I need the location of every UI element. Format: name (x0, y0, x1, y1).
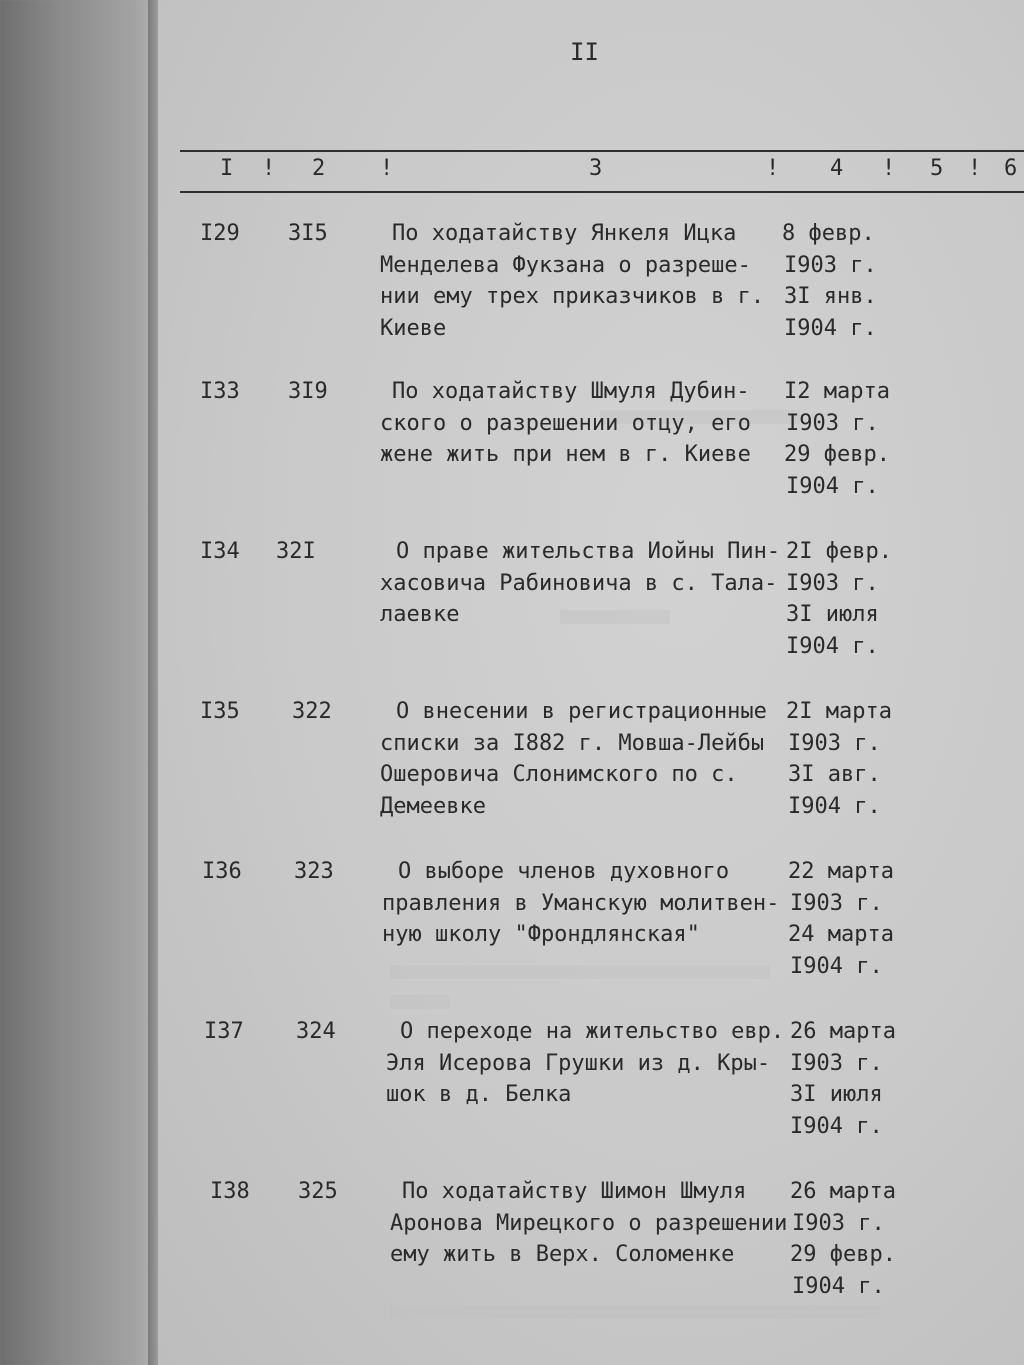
row-date-line: I904 г. (790, 1113, 883, 1139)
row-description-line: По ходатайству Янкеля Ицка (392, 221, 737, 246)
case-number: 3I9 (288, 379, 328, 404)
row-date-line: 3I янв. (784, 284, 877, 309)
header-separator: ! (882, 156, 896, 181)
row-date-line: I904 г. (786, 633, 879, 659)
header-separator: ! (380, 156, 394, 181)
case-number: 322 (292, 699, 332, 724)
case-number: 324 (296, 1019, 336, 1044)
row-date-line: I903 г. (790, 1050, 883, 1076)
page-number: II (570, 38, 599, 66)
document-page (158, 0, 1024, 1365)
table-header-top-rule (180, 150, 1024, 152)
row-number: I37 (204, 1019, 244, 1044)
row-description-line: шок в д. Белка (386, 1082, 572, 1107)
header-col-4: 4 (830, 156, 844, 181)
case-number: 32I (276, 539, 316, 564)
bleed-through-mark (560, 610, 670, 624)
case-number: 325 (298, 1179, 338, 1204)
header-separator: ! (766, 156, 780, 181)
row-description-line: Аронова Мирецкого о разрешении (390, 1210, 788, 1236)
row-description-line: По ходатайству Шимон Шмуля (402, 1179, 747, 1204)
row-date-line: 24 марта (788, 922, 894, 947)
row-number: I29 (200, 221, 240, 246)
case-number: 3I5 (288, 221, 328, 246)
row-number: I33 (200, 379, 240, 404)
row-description-line: О выборе членов духовного (398, 859, 730, 884)
row-description-line: Демеевке (380, 793, 486, 819)
header-col-5: 5 (930, 156, 944, 181)
row-description-line: О праве жительства Иойны Пин- (396, 539, 781, 564)
row-date-line: 26 марта (790, 1019, 896, 1044)
row-description-line: По ходатайству Шмуля Дубин- (392, 379, 750, 404)
row-date-line: I903 г. (784, 252, 877, 278)
row-description-line: хасовича Рабиновича в с. Тала- (380, 570, 778, 596)
row-number: I34 (200, 539, 240, 564)
left-page-edge (0, 0, 160, 1365)
row-description-line: Эля Исерова Грушки из д. Кры- (386, 1050, 771, 1076)
row-date-line: I903 г. (792, 1210, 885, 1236)
row-date-line: I904 г. (784, 315, 877, 341)
row-description-line: правления в Уманскую молитвен- (382, 890, 780, 916)
row-date-line: 3I июля (786, 602, 879, 627)
bleed-through-mark (390, 995, 450, 1009)
row-description-line: Менделева Фукзана о разреше- (380, 252, 751, 278)
bleed-through-mark (390, 965, 770, 979)
row-description-line: О переходе на жительство евр. (400, 1019, 785, 1044)
row-date-line: I904 г. (788, 793, 881, 819)
header-col-1: I (220, 156, 234, 181)
row-date-line: 2I февр. (786, 539, 892, 564)
row-date-line: I903 г. (790, 890, 883, 916)
row-date-line: 26 марта (790, 1179, 896, 1204)
row-description-line: ского о разрешении отцу, его (380, 410, 751, 436)
row-description-line: лаевке (380, 602, 460, 627)
row-date-line: 22 марта (788, 859, 894, 884)
header-separator: ! (968, 156, 982, 181)
row-description-line: Киеве (380, 315, 447, 341)
header-col-6: 6 (1004, 156, 1018, 181)
row-description-line: нии ему трех приказчиков в г. (380, 284, 765, 309)
row-date-line: 29 февр. (784, 442, 890, 467)
row-date-line: 8 февр. (782, 221, 875, 246)
header-col-3: 3 (589, 156, 603, 181)
header-col-2: 2 (312, 156, 326, 181)
row-description-line: ему жить в Верх. Соломенке (390, 1242, 735, 1267)
row-date-line: I904 г. (790, 953, 883, 979)
row-number: I36 (202, 859, 242, 884)
bleed-through-mark (390, 1305, 880, 1319)
row-date-line: 29 февр. (790, 1242, 896, 1267)
row-date-line: I904 г. (792, 1273, 885, 1299)
row-description-line: О внесении в регистрационные (396, 699, 767, 724)
header-separator: ! (262, 156, 276, 181)
row-date-line: 3I июля (790, 1082, 883, 1107)
table-header-bottom-rule (180, 191, 1024, 193)
row-number: I35 (200, 699, 240, 724)
row-date-line: 3I авг. (788, 762, 881, 787)
row-date-line: I903 г. (788, 730, 881, 756)
case-number: 323 (294, 859, 334, 884)
row-description-line: Ошеровича Слонимского по с. (380, 762, 738, 787)
row-date-line: 2I марта (786, 699, 892, 724)
row-date-line: I903 г. (786, 410, 879, 436)
row-description-line: жене жить при нем в г. Киеве (380, 442, 751, 467)
row-date-line: I904 г. (786, 473, 879, 499)
row-date-line: I2 марта (784, 379, 890, 404)
row-description-line: ную школу "Фрондлянская" (382, 922, 700, 947)
row-description-line: списки за I882 г. Мовша-Лейбы (380, 730, 765, 756)
row-date-line: I903 г. (786, 570, 879, 596)
row-number: I38 (210, 1179, 250, 1204)
